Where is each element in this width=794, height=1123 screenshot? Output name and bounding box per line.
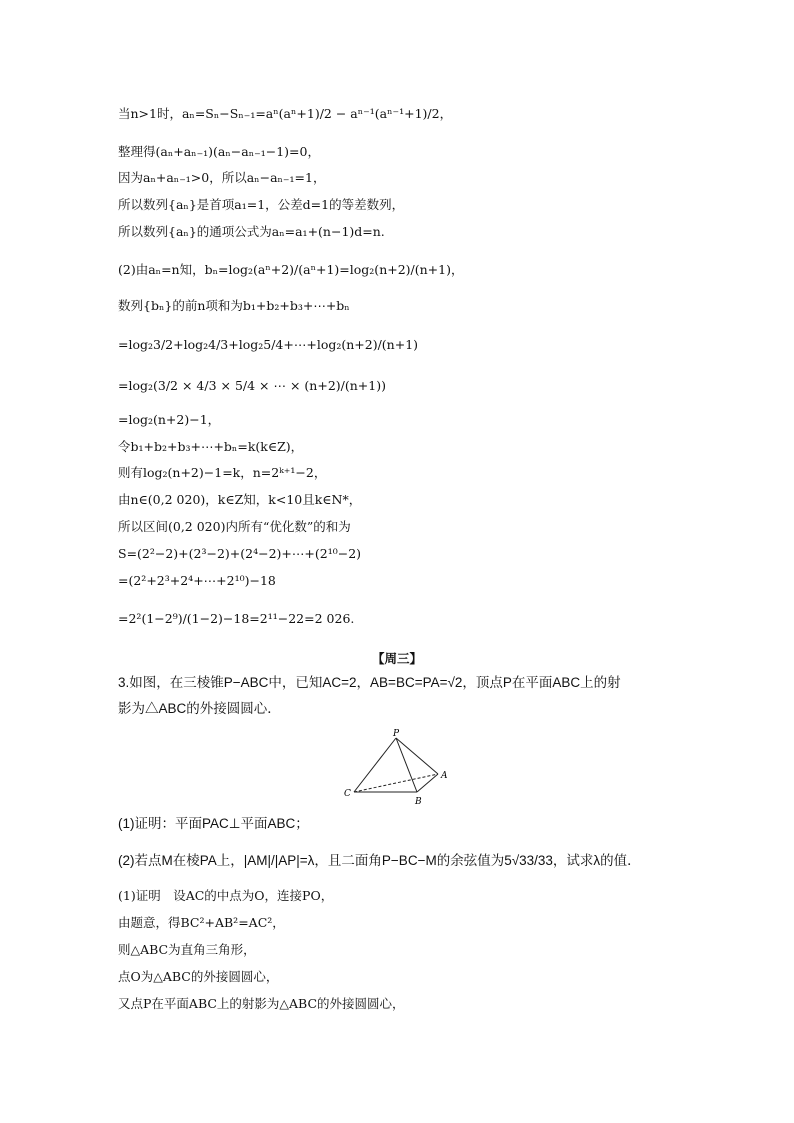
solution-line: 则△ABC为直角三角形，	[118, 942, 256, 957]
solution-line: 所以数列{aₙ}是首项a₁=1，公差d=1的等差数列，	[118, 197, 405, 212]
problem-line: (2)若点M在棱PA上，|AM|/|AP|=λ，且二面角P−BC−M的余弦值为5√33/33，试求λ的值．	[118, 853, 641, 868]
solution-line: S=(2²−2)+(2³−2)+(2⁴−2)+⋯+(2¹⁰−2)	[118, 546, 362, 561]
pyramid-figure	[340, 728, 460, 808]
solution-line: 所以区间(0,2 020)内所有“优化数”的和为	[118, 519, 351, 534]
solution-line: =2²(1−2⁹)/(1−2)−18=2¹¹−22=2 026.	[118, 611, 355, 626]
solution-line: 所以数列{aₙ}的通项公式为aₙ=a₁+(n−1)d=n.	[118, 224, 385, 239]
problem-line: (1)证明：平面PAC⊥平面ABC；	[118, 816, 309, 831]
problem-line: 影为△ABC的外接圆圆心．	[118, 701, 281, 716]
label-a: A	[441, 771, 448, 781]
solution-line: 数列{bₙ}的前n项和为b₁+b₂+b₃+⋯+bₙ	[118, 298, 350, 313]
solution-line: 令b₁+b₂+b₃+⋯+bₙ=k(k∈Z)，	[118, 439, 304, 454]
edge-pb	[396, 738, 417, 792]
section-heading: 【周三】	[371, 652, 422, 666]
solution-line: =log₂(3/2 × 4/3 × 5/4 × ⋯ × (n+2)/(n+1))	[118, 378, 386, 393]
label-b: B	[415, 797, 422, 807]
solution-line: 点O为△ABC的外接圆圆心，	[118, 969, 279, 984]
solution-line: 整理得(aₙ+aₙ₋₁)(aₙ−aₙ₋₁−1)=0，	[118, 144, 320, 159]
solution-line: 则有log₂(n+2)−1=k，n=2ᵏ⁺¹−2，	[118, 465, 327, 480]
solution-line: =(2²+2³+2⁴+⋯+2¹⁰)−18	[118, 573, 276, 588]
edge-ca-hidden	[354, 774, 438, 792]
label-c: C	[344, 789, 351, 799]
problem-line: 3.如图，在三棱锥P−ABC中，已知AC=2，AB=BC=PA=√2，顶点P在平面ABC上的射	[118, 675, 621, 690]
solution-line: 又点P在平面ABC上的射影为△ABC的外接圆圆心，	[118, 996, 405, 1011]
edge-pa	[396, 738, 438, 774]
solution-line: (1)证明 设AC的中点为O，连接PO，	[118, 888, 334, 903]
solution-line: =log₂(n+2)−1，	[118, 412, 221, 427]
solution-line: 当n>1时，aₙ=Sₙ−Sₙ₋₁=aⁿ(aⁿ+1)/2 − aⁿ⁻¹(aⁿ⁻¹+1)/2，	[118, 106, 453, 121]
solution-line: (2)由aₙ=n知，bₙ=log₂(aⁿ+2)/(aⁿ+1)=log₂(n+2)/(n+1)，	[118, 262, 464, 277]
solution-line: 因为aₙ+aₙ₋₁>0，所以aₙ−aₙ₋₁=1，	[118, 170, 326, 185]
solution-line: 由n∈(0,2 020)，k∈Z知，k<10且k∈N*，	[118, 492, 362, 507]
label-p: P	[393, 729, 400, 739]
solution-line: 由题意，得BC²+AB²=AC²，	[118, 915, 285, 930]
solution-line: =log₂3/2+log₂4/3+log₂5/4+⋯+log₂(n+2)/(n+1)	[118, 337, 419, 352]
